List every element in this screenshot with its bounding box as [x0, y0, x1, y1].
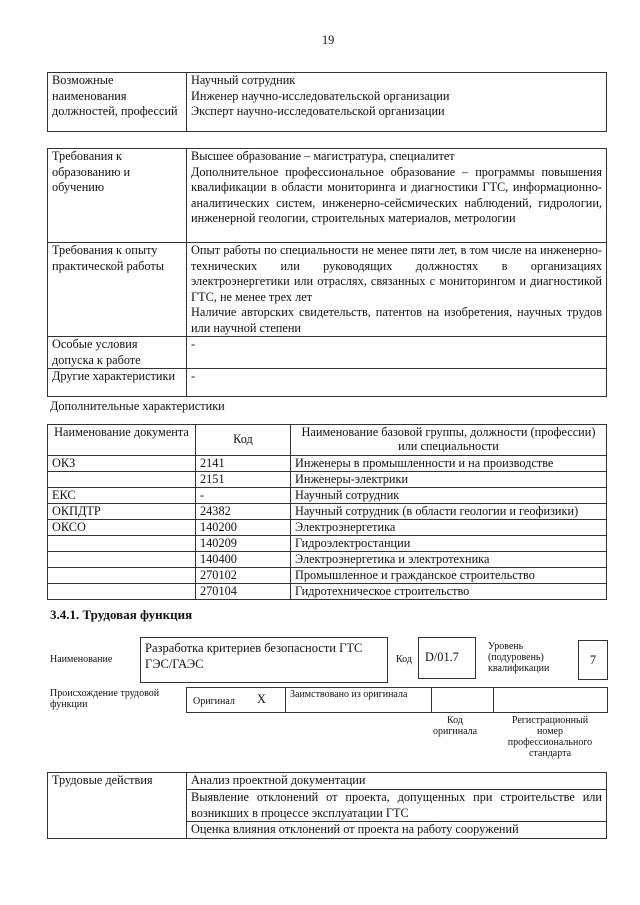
col-header: Наименование базовой группы, должности (профессии) или специальности [291, 425, 607, 456]
additional-title: Дополнительные характеристики [50, 399, 225, 413]
cell-name: Электроэнергетика и электротехника [291, 552, 607, 568]
actions-table [47, 772, 607, 839]
origin-box [186, 687, 608, 713]
reg-number-label: Регистрационный номер профессионального стандарта [507, 715, 593, 759]
req-line: Опыт работы по специальности не менее пяти лет, в том числе на инженерно-технических или руководящих должностях в организациях электроэнергетики или отраслях, связанных с мониторингом и диагностикой ГТС, не менее трех лет [191, 243, 602, 304]
borrowed-label: Заимствовано из оригинала [290, 689, 408, 700]
cell-name: Научный сотрудник [291, 488, 607, 504]
cell-name: Инженеры в промышленности и на производстве [291, 456, 607, 472]
table-row [48, 520, 607, 536]
table-row [48, 552, 607, 568]
table-row [48, 536, 607, 552]
req-line: Высшее образование – магистратура, специалитет [191, 149, 455, 163]
cell-doc: ОКСО [48, 520, 196, 536]
name-label: Наименование [50, 654, 113, 665]
cell-doc: ЕКС [48, 488, 196, 504]
actions-label: Трудовые действия [48, 773, 187, 839]
cell-code: 140209 [196, 536, 291, 552]
page-number: 19 [322, 33, 335, 47]
cell-doc: ОКПДТР [48, 504, 196, 520]
action-item: Оценка влияния отклонений от проекта на работу сооружений [187, 822, 607, 839]
additional-table [47, 424, 607, 600]
positions-table [47, 72, 607, 132]
cell-code: 270102 [196, 568, 291, 584]
table-row [48, 456, 607, 472]
position: Научный сотрудник [191, 73, 296, 87]
cell-doc [48, 552, 196, 568]
table-row [48, 568, 607, 584]
origin-label: Происхождение трудовой функции [50, 688, 160, 710]
req-line: - [187, 369, 607, 397]
cell-name: Научный сотрудник (в области геологии и геофизики) [291, 504, 607, 520]
cell-doc [48, 536, 196, 552]
cell-code: 270104 [196, 584, 291, 600]
position: Инженер научно-исследовательской организации [191, 88, 450, 103]
cell-doc [48, 584, 196, 600]
action-item: Анализ проектной документации [187, 773, 607, 790]
position: Эксперт научно-исследовательской организации [191, 104, 445, 118]
req-label: Другие характеристики [48, 369, 187, 397]
req-label: Особые условия допуска к работе [48, 337, 187, 369]
table-row [48, 504, 607, 520]
table-row [48, 584, 607, 600]
function-code: D/01.7 [418, 637, 476, 679]
cell-doc [48, 568, 196, 584]
cell-name: Промышленное и гражданское строительство [291, 568, 607, 584]
req-line: Наличие авторских свидетельств, патентов на изобретения, научных трудов или научной степени [191, 305, 602, 335]
cell-doc [48, 472, 196, 488]
original-mark: X [257, 692, 266, 706]
cell-code: - [196, 488, 291, 504]
cell-name: Гидротехническое строительство [291, 584, 607, 600]
col-header: Код [196, 425, 291, 456]
code-label: Код [396, 654, 412, 665]
cell-code: 140200 [196, 520, 291, 536]
orig-code-label: Код оригинала [432, 715, 478, 737]
table-row [48, 472, 607, 488]
req-label: Требования к образованию и обучению [48, 149, 187, 243]
cell-doc: ОКЗ [48, 456, 196, 472]
cell-code: 2141 [196, 456, 291, 472]
cell-name: Электроэнергетика [291, 520, 607, 536]
function-name: Разработка критериев безопасности ГТС ГЭС/ГАЭС [140, 637, 388, 683]
req-line: Дополнительное профессиональное образование – программы повышения квалификации в области мониторинга и диагностики ГТС, информационно-аналитических систем, инженерно-сейсмических наблюдений, гидрологии, инженерной геологии, строительных материалов, метрологии [191, 164, 602, 225]
cell-code: 2151 [196, 472, 291, 488]
req-label: Требования к опыту практической работы [48, 243, 187, 337]
req-line: - [187, 337, 607, 369]
function-heading: 3.4.1. Трудовая функция [50, 607, 193, 622]
qualification-level: 7 [578, 640, 608, 680]
col-header: Наименование документа [48, 425, 196, 456]
level-label: Уровень (подуровень) квалификации [488, 641, 550, 674]
action-item: Выявление отклонений от проекта, допущенных при строительстве или возникших в процессе эксплуатации ГТС [187, 790, 607, 822]
table-row [48, 488, 607, 504]
positions-label: Возможные наименования должностей, профессий [48, 73, 187, 132]
cell-name: Гидроэлектростанции [291, 536, 607, 552]
original-label: Оригинал [193, 696, 235, 707]
cell-code: 24382 [196, 504, 291, 520]
requirements-table [47, 148, 607, 397]
cell-code: 140400 [196, 552, 291, 568]
cell-name: Инженеры-электрики [291, 472, 607, 488]
